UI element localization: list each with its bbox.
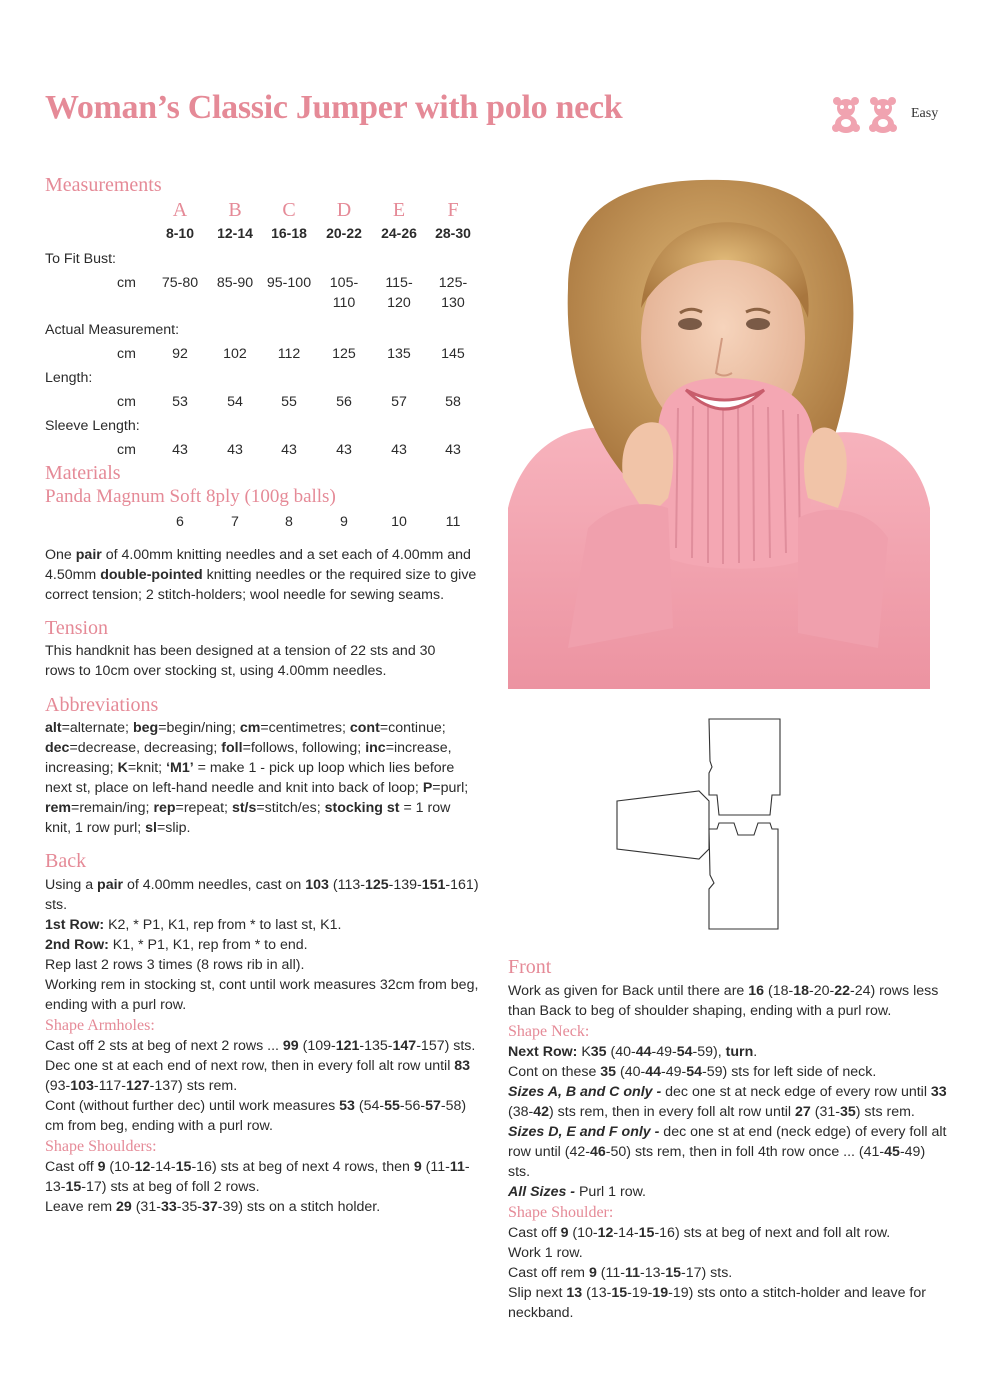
abbr-def: =centimetres; <box>260 720 350 736</box>
table-cell <box>425 273 481 313</box>
back-instructions <box>45 875 480 1217</box>
abbr-def: =decrease, decreasing; <box>69 740 222 756</box>
difficulty-badge <box>828 94 948 134</box>
shoulders-heading: Shape Shoulders: <box>45 1138 157 1155</box>
text-run: of 4.00mm knitting needles and a set each of 4.00mm and 4.50mm <box>45 547 471 583</box>
difficulty-label: Easy <box>911 106 939 121</box>
table-cell-line: 130 <box>441 295 465 311</box>
abbr-term: sl <box>145 820 157 836</box>
row-label-sleeve: Sleeve Length: <box>45 418 140 434</box>
table-cell-line: 105- <box>329 275 359 291</box>
sleeve-piece <box>617 791 709 859</box>
model-photo <box>508 178 930 689</box>
abbr-def: =begin/ning; <box>158 720 240 736</box>
table-cell: 43 <box>391 442 407 458</box>
abbr-term: rem <box>45 800 72 816</box>
size-range: 20-22 <box>326 225 362 241</box>
size-column-d <box>316 198 372 243</box>
abbr-def: =remain/ing; <box>71 800 154 816</box>
ball-count: 8 <box>285 514 293 530</box>
neck-sizes-def: Sizes D, E and F only - dec one st at end (neck edge) of every foll alt row until (42-46-50) sts rem, then in foll 4th row once ... (41-45-49) sts. <box>508 1124 947 1180</box>
text-run-bold: double-pointed <box>100 567 203 583</box>
back-repeat: Rep last 2 rows 3 times (8 rows rib in all). <box>45 957 305 973</box>
front-intro: Work as given for Back until there are 16 (18-18-20-22-24) rows less than Back to beg of shoulder shaping, ending with a purl row. <box>508 983 939 1019</box>
ball-count: 11 <box>445 514 461 530</box>
shoulder-step-3: Cast off rem 9 (11-11-13-15-17) sts. <box>508 1265 733 1281</box>
abbr-def: =continue; <box>379 720 446 736</box>
table-cell-line: 125- <box>438 275 468 291</box>
table-cell: 92 <box>172 346 188 362</box>
shoulders-step-2: Leave rem 29 (31-33-35-37-39) sts on a stitch holder. <box>45 1199 381 1215</box>
table-cell: 43 <box>172 442 188 458</box>
materials-heading: Materials <box>45 462 121 484</box>
table-cell-line: 110 <box>332 295 356 311</box>
tension-text: This handknit has been designed at a tension of 22 sts and 30 rows to 10cm over stocking st, using 4.00mm needles. <box>45 643 436 679</box>
size-range: 24-26 <box>381 225 417 241</box>
size-column-e <box>371 198 427 243</box>
shoulder-step-4: Slip next 13 (13-15-19-19-19) sts onto a stitch-holder and leave for neckband. <box>508 1285 926 1321</box>
table-cell: 135 <box>387 346 411 362</box>
size-range: 16-18 <box>271 225 307 241</box>
abbr-def: = 1 row knit, 1 row purl; <box>45 800 451 836</box>
abbr-term: cm <box>239 720 261 736</box>
table-cell: 145 <box>441 346 465 362</box>
unit-label: cm <box>117 442 136 458</box>
shoulder-step-1: Cast off 9 (10-12-14-15-16) sts at beg of next and foll alt row. <box>508 1225 891 1241</box>
abbr-term: ‘M1’ <box>166 760 194 776</box>
text-run: One <box>45 547 76 563</box>
table-cell: 56 <box>336 394 352 410</box>
measurements-heading: Measurements <box>45 174 162 196</box>
abbr-def: =repeat; <box>175 800 232 816</box>
row-label-length: Length: <box>45 370 93 386</box>
back-row-2: 2nd Row: K1, * P1, K1, rep from * to end. <box>45 937 308 953</box>
abbreviations-list <box>45 718 475 838</box>
neck-heading: Shape Neck: <box>508 1023 590 1040</box>
armholes-step-1: Cast off 2 sts at beg of next 2 rows ... 99 (109-121-135-147-157) sts. <box>45 1038 476 1054</box>
armholes-step-2: Dec one st at each end of next row, then in every foll alt row until 83 (93-103-117-127-137) sts rem. <box>45 1058 471 1094</box>
neck-sizes-abc: Sizes A, B and C only - dec one st at neck edge of every row until 33 (38-42) sts rem, then in every foll alt row until 27 (31-35) sts rem. <box>508 1084 947 1120</box>
size-column-c <box>261 198 317 243</box>
table-cell <box>316 273 372 313</box>
neck-next-row: Next Row: K35 (40-44-49-54-59), turn. <box>508 1044 758 1060</box>
back-row-1: 1st Row: K2, * P1, K1, rep from * to last st, K1. <box>45 917 342 933</box>
table-cell: 55 <box>281 394 297 410</box>
ball-count: 7 <box>231 514 239 530</box>
needles-paragraph <box>45 545 485 605</box>
size-letter: C <box>282 199 296 221</box>
abbr-def: =stitch/es; <box>256 800 325 816</box>
table-cell: 43 <box>336 442 352 458</box>
yarn-name: Panda Magnum Soft 8ply (100g balls) <box>45 486 336 507</box>
abbr-term: alt <box>45 720 62 736</box>
back-working: Working rem in stocking st, cont until work measures 32cm from beg, ending with a purl row. <box>45 977 479 1013</box>
size-letter: D <box>336 199 352 221</box>
table-cell-line: 115- <box>385 275 413 291</box>
table-cell: 125 <box>332 346 356 362</box>
ball-count: 10 <box>391 514 407 530</box>
shoulder-heading: Shape Shoulder: <box>508 1204 614 1221</box>
table-cell: 57 <box>391 394 407 410</box>
table-cell: 102 <box>223 346 247 362</box>
abbr-term: beg <box>132 720 159 736</box>
abbr-def: =knit; <box>127 760 167 776</box>
table-cell: 85-90 <box>216 275 254 291</box>
size-letter: A <box>172 199 188 221</box>
shoulder-step-2: Work 1 row. <box>508 1245 583 1261</box>
table-cell: 53 <box>172 394 188 410</box>
abbr-term: stocking st <box>324 800 400 816</box>
table-cell: 112 <box>277 346 301 362</box>
back-piece <box>709 719 780 815</box>
schematic-diagram <box>614 715 786 935</box>
abbr-term: rep <box>153 800 176 816</box>
ball-count: 6 <box>176 514 184 530</box>
table-cell: 95-100 <box>266 275 312 291</box>
table-cell: 43 <box>445 442 461 458</box>
table-cell-line: 120 <box>387 295 411 311</box>
abbr-def: =increase, increasing; <box>45 740 452 776</box>
abbr-term: inc <box>365 740 386 756</box>
size-column-f <box>425 198 481 243</box>
front-heading: Front <box>508 956 552 978</box>
front-piece <box>709 823 778 929</box>
abbr-def: =follows, following; <box>242 740 366 756</box>
abbr-term: st/s <box>231 800 257 816</box>
table-cell: 58 <box>445 394 461 410</box>
size-letter: E <box>392 199 406 221</box>
text-run-bold: pair <box>75 547 102 563</box>
size-letter: B <box>228 199 242 221</box>
unit-label: cm <box>117 394 136 410</box>
abbr-def: =alternate; <box>61 720 133 736</box>
size-column-b <box>207 198 263 243</box>
tension-heading: Tension <box>45 617 109 639</box>
front-instructions <box>508 981 948 1323</box>
abbr-term: dec <box>45 740 70 756</box>
size-range: 8-10 <box>165 225 195 241</box>
back-heading: Back <box>45 850 87 872</box>
neck-cont: Cont on these 35 (40-44-49-54-59) sts for left side of neck. <box>508 1064 877 1080</box>
abbr-def: =slip. <box>156 820 191 836</box>
page-title: Woman’s Classic Jumper with polo neck <box>45 89 623 126</box>
abbreviations-heading: Abbreviations <box>45 694 159 716</box>
text-run: knitting needles or the required size to give correct tension; 2 stitch-holders; wool needle for sewing seams. <box>45 567 477 603</box>
back-cast-on: Using a pair of 4.00mm needles, cast on 103 (113-125-139-151-161) sts. <box>45 877 479 913</box>
panda-icon <box>828 94 908 134</box>
abbr-term: K <box>117 760 128 776</box>
size-column-a <box>152 198 208 243</box>
table-cell: 43 <box>281 442 297 458</box>
table-cell <box>371 273 427 313</box>
woman-in-pink-jumper-image <box>508 178 930 689</box>
abbr-def: = make 1 - pick up loop which lies before next st, place on left-hand needle and knit into back of loop; <box>45 760 455 796</box>
garment-schematic <box>614 715 786 935</box>
abbr-term: P <box>422 780 433 796</box>
shoulders-step-1: Cast off 9 (10-12-14-15-16) sts at beg of next 4 rows, then 9 (11-11-13-15-17) sts at beg of foll 2 rows. <box>45 1159 470 1195</box>
size-range: 28-30 <box>435 225 471 241</box>
abbr-term: cont <box>349 720 380 736</box>
ball-count: 9 <box>340 514 348 530</box>
size-range: 12-14 <box>217 225 253 241</box>
size-letter: F <box>447 199 459 221</box>
row-label-actual: Actual Measurement: <box>45 322 180 338</box>
unit-label: cm <box>117 346 136 362</box>
table-cell: 75-80 <box>161 275 199 291</box>
unit-label: cm <box>117 275 136 291</box>
row-label-bust: To Fit Bust: <box>45 251 116 267</box>
neck-all-sizes: All Sizes - Purl 1 row. <box>508 1184 646 1200</box>
abbr-def: =purl; <box>432 780 469 796</box>
abbr-term: foll <box>221 740 243 756</box>
armholes-step-3: Cont (without further dec) until work measures 53 (54-55-56-57-58) cm from beg, ending with a purl row. <box>45 1098 467 1134</box>
table-cell: 54 <box>227 394 243 410</box>
armholes-heading: Shape Armholes: <box>45 1017 155 1034</box>
table-cell: 43 <box>227 442 243 458</box>
